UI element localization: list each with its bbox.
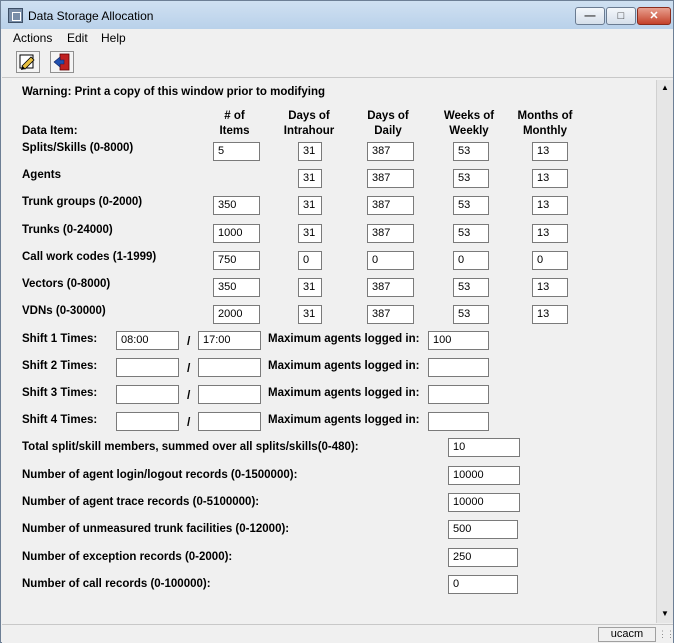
maximize-button[interactable] bbox=[606, 7, 636, 25]
shift4-max-label: Maximum agents logged in: bbox=[268, 414, 420, 426]
vectors-monthly-input[interactable]: 13 bbox=[532, 278, 568, 297]
row-label-trunk-groups: Trunk groups (0-2000) bbox=[22, 196, 143, 208]
shift4-start-input[interactable] bbox=[116, 412, 179, 431]
maximize-icon: □ bbox=[617, 10, 625, 22]
menu-bar bbox=[2, 29, 673, 47]
close-icon: ✕ bbox=[649, 10, 659, 22]
trunks-daily-input[interactable]: 387 bbox=[367, 224, 414, 243]
shift1-separator: / bbox=[187, 334, 191, 348]
login-records-label: Number of agent login/logout records (0-1500000): bbox=[22, 469, 298, 481]
call-records-input[interactable]: 0 bbox=[448, 575, 518, 594]
shift3-separator: / bbox=[187, 388, 191, 402]
shift2-max-label: Maximum agents logged in: bbox=[268, 360, 420, 372]
title-bar bbox=[1, 1, 673, 29]
header-monthly bbox=[510, 109, 580, 139]
total-members-label: Total split/skill members, summed over all splits/skills(0-480): bbox=[22, 441, 359, 453]
header-data-item: Data Item: bbox=[22, 125, 78, 137]
vdns-monthly-input[interactable]: 13 bbox=[532, 305, 568, 324]
cwc-daily-input[interactable]: 0 bbox=[367, 251, 414, 270]
header-weekly-line1: Weeks of bbox=[443, 110, 495, 122]
trunks-monthly-input[interactable]: 13 bbox=[532, 224, 568, 243]
vectors-intrahour-input[interactable]: 31 bbox=[298, 278, 322, 297]
cwc-monthly-input[interactable]: 0 bbox=[532, 251, 568, 270]
shift3-max-label: Maximum agents logged in: bbox=[268, 387, 420, 399]
vectors-items-input[interactable]: 350 bbox=[213, 278, 260, 297]
trunk-groups-intrahour-input[interactable]: 31 bbox=[298, 196, 322, 215]
vectors-daily-input[interactable]: 387 bbox=[367, 278, 414, 297]
header-daily-line1: Days of bbox=[367, 110, 409, 122]
form-area bbox=[2, 80, 655, 623]
window-title: Data Storage Allocation bbox=[28, 9, 154, 23]
shift3-end-input[interactable] bbox=[198, 385, 261, 404]
scroll-up-icon[interactable]: ▲ bbox=[661, 83, 669, 92]
unmeasured-trunks-input[interactable]: 500 bbox=[448, 520, 518, 539]
header-intrahour-line1: Days of bbox=[288, 110, 330, 122]
modify-button[interactable] bbox=[16, 51, 40, 73]
warning-text: Warning: Print a copy of this window prior to modifying bbox=[22, 86, 326, 98]
row-label-trunks: Trunks (0-24000) bbox=[22, 224, 113, 236]
shift4-end-input[interactable] bbox=[198, 412, 261, 431]
header-items-line1: # of bbox=[224, 110, 245, 122]
scroll-down-icon[interactable]: ▼ bbox=[661, 609, 669, 618]
row-label-splits: Splits/Skills (0-8000) bbox=[22, 142, 134, 154]
menu-help[interactable]: Help bbox=[101, 31, 126, 45]
shift1-max-agents-input[interactable]: 100 bbox=[428, 331, 489, 350]
toolbar bbox=[2, 47, 673, 78]
trunk-groups-weekly-input[interactable]: 53 bbox=[453, 196, 489, 215]
shift1-label: Shift 1 Times: bbox=[22, 333, 98, 345]
splits-intrahour-input[interactable]: 31 bbox=[298, 142, 322, 161]
shift2-start-input[interactable] bbox=[116, 358, 179, 377]
minimize-button[interactable] bbox=[575, 7, 605, 25]
resize-grip-icon[interactable]: ⋮⋮ bbox=[658, 629, 674, 639]
exit-button[interactable] bbox=[50, 51, 74, 73]
shift4-separator: / bbox=[187, 415, 191, 429]
trunk-groups-items-input[interactable]: 350 bbox=[213, 196, 260, 215]
row-label-agents: Agents bbox=[22, 169, 61, 181]
total-members-input[interactable]: 10 bbox=[448, 438, 520, 457]
shift2-label: Shift 2 Times: bbox=[22, 360, 98, 372]
exception-records-input[interactable]: 250 bbox=[448, 548, 518, 567]
trunk-groups-monthly-input[interactable]: 13 bbox=[532, 196, 568, 215]
shift3-start-input[interactable] bbox=[116, 385, 179, 404]
unmeasured-trunks-label: Number of unmeasured trunk facilities (0-12000): bbox=[22, 523, 290, 535]
trunks-intrahour-input[interactable]: 31 bbox=[298, 224, 322, 243]
minimize-icon: — bbox=[584, 10, 596, 22]
agents-daily-input[interactable]: 387 bbox=[367, 169, 414, 188]
trace-records-input[interactable]: 10000 bbox=[448, 493, 520, 512]
vdns-daily-input[interactable]: 387 bbox=[367, 305, 414, 324]
cwc-weekly-input[interactable]: 0 bbox=[453, 251, 489, 270]
shift2-max-agents-input[interactable] bbox=[428, 358, 489, 377]
trunk-groups-daily-input[interactable]: 387 bbox=[367, 196, 414, 215]
splits-monthly-input[interactable]: 13 bbox=[532, 142, 568, 161]
header-items bbox=[207, 109, 262, 139]
cwc-intrahour-input[interactable]: 0 bbox=[298, 251, 322, 270]
header-daily bbox=[357, 109, 419, 139]
agents-monthly-input[interactable]: 13 bbox=[532, 169, 568, 188]
row-label-vectors: Vectors (0-8000) bbox=[22, 278, 111, 290]
menu-actions[interactable]: Actions bbox=[13, 31, 53, 45]
vdns-weekly-input[interactable]: 53 bbox=[453, 305, 489, 324]
vertical-scrollbar[interactable] bbox=[656, 80, 673, 623]
agents-intrahour-input[interactable]: 31 bbox=[298, 169, 322, 188]
login-records-input[interactable]: 10000 bbox=[448, 466, 520, 485]
header-weekly bbox=[434, 109, 504, 139]
shift1-start-input[interactable]: 08:00 bbox=[116, 331, 179, 350]
vdns-intrahour-input[interactable]: 31 bbox=[298, 305, 322, 324]
header-intrahour-line2: Intrahour bbox=[283, 125, 335, 137]
shift2-end-input[interactable] bbox=[198, 358, 261, 377]
status-bar bbox=[2, 624, 673, 643]
shift2-separator: / bbox=[187, 361, 191, 375]
header-items-line2: Items bbox=[219, 125, 250, 137]
shift4-max-agents-input[interactable] bbox=[428, 412, 489, 431]
header-weekly-line2: Weekly bbox=[449, 125, 489, 137]
header-monthly-line1: Months of bbox=[517, 110, 573, 122]
shift3-max-agents-input[interactable] bbox=[428, 385, 489, 404]
header-intrahour bbox=[278, 109, 340, 139]
menu-edit[interactable]: Edit bbox=[67, 31, 88, 45]
call-records-label: Number of call records (0-100000): bbox=[22, 578, 211, 590]
exception-records-label: Number of exception records (0-2000): bbox=[22, 551, 233, 563]
close-button[interactable] bbox=[637, 7, 671, 25]
row-label-vdns: VDNs (0-30000) bbox=[22, 305, 106, 317]
vectors-weekly-input[interactable]: 53 bbox=[453, 278, 489, 297]
cwc-items-input[interactable]: 750 bbox=[213, 251, 260, 270]
splits-items-input[interactable]: 5 bbox=[213, 142, 260, 161]
server-status: ucacm bbox=[598, 627, 656, 642]
row-label-call-work-codes: Call work codes (1-1999) bbox=[22, 251, 157, 263]
app-icon bbox=[8, 8, 23, 23]
trunks-weekly-input[interactable]: 53 bbox=[453, 224, 489, 243]
header-monthly-line2: Monthly bbox=[522, 125, 568, 137]
splits-daily-input[interactable]: 387 bbox=[367, 142, 414, 161]
agents-weekly-input[interactable]: 53 bbox=[453, 169, 489, 188]
trunks-items-input[interactable]: 1000 bbox=[213, 224, 260, 243]
header-daily-line2: Daily bbox=[374, 125, 402, 137]
vdns-items-input[interactable]: 2000 bbox=[213, 305, 260, 324]
splits-weekly-input[interactable]: 53 bbox=[453, 142, 489, 161]
shift1-end-input[interactable]: 17:00 bbox=[198, 331, 261, 350]
trace-records-label: Number of agent trace records (0-5100000): bbox=[22, 496, 260, 508]
shift4-label: Shift 4 Times: bbox=[22, 414, 98, 426]
shift3-label: Shift 3 Times: bbox=[22, 387, 98, 399]
edit-icon bbox=[17, 52, 39, 72]
shift1-max-label: Maximum agents logged in: bbox=[268, 333, 420, 345]
exit-door-icon bbox=[51, 52, 73, 72]
